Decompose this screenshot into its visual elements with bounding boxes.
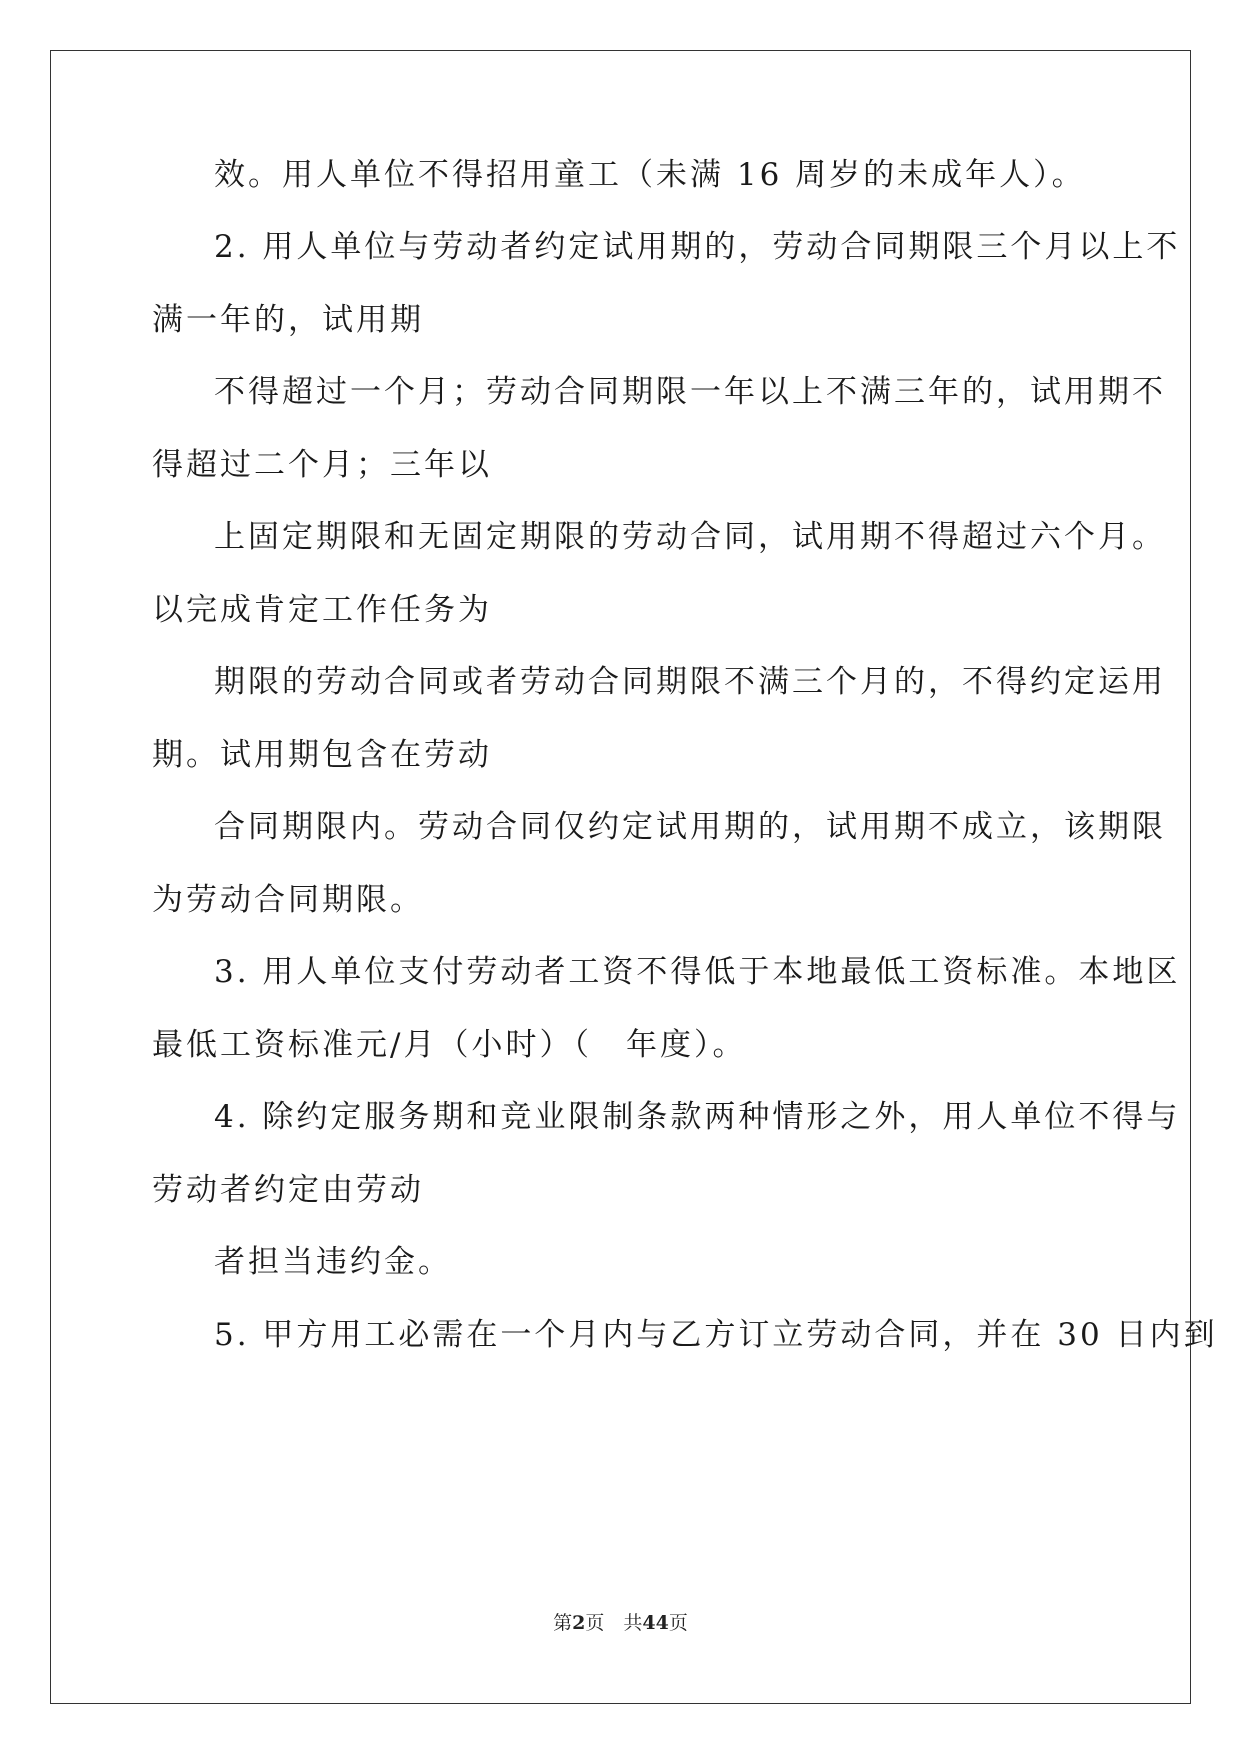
text-line: 以完成肯定工作任务为 [152, 592, 492, 628]
page-number: 2 [572, 1612, 586, 1634]
text-line: 得超过二个月；三年以 [152, 447, 492, 483]
text-line: 2. 用人单位与劳动者约定试用期的，劳动合同期限三个月以上不 [214, 229, 1181, 265]
text-line: 4. 除约定服务期和竞业限制条款两种情形之外，用人单位不得与 [214, 1099, 1181, 1135]
text-line: 为劳动合同期限。 [152, 882, 424, 918]
text-line: 期。试用期包含在劳动 [152, 737, 492, 773]
text-line: 不得超过一个月；劳动合同期限一年以上不满三年的，试用期不 [214, 374, 1166, 410]
text-line: 劳动者约定由劳动 [152, 1172, 424, 1208]
page-border [50, 50, 1191, 1704]
total-pages: 44 [642, 1612, 669, 1634]
text-line: 满一年的，试用期 [152, 302, 424, 338]
text-line: 3. 用人单位支付劳动者工资不得低于本地最低工资标准。本地区 [214, 954, 1181, 990]
page-label-suffix: 页 [585, 1612, 605, 1634]
text-line: 期限的劳动合同或者劳动合同期限不满三个月的，不得约定运用 [214, 664, 1166, 700]
text-line: 5. 甲方用工必需在一个月内与乙方订立劳动合同，并在 30 日内到 [214, 1317, 1218, 1353]
text-line: 者担当违约金。 [214, 1244, 452, 1280]
text-line: 上固定期限和无固定期限的劳动合同，试用期不得超过六个月。 [214, 519, 1166, 555]
total-label-suffix: 页 [668, 1612, 688, 1634]
text-line: 合同期限内。劳动合同仅约定试用期的，试用期不成立，该期限 [214, 809, 1166, 845]
total-label-prefix: 共 [623, 1612, 643, 1634]
text-line: 效。用人单位不得招用童工（未满 16 周岁的未成年人）。 [214, 157, 1086, 193]
page-footer [0, 1611, 1241, 1635]
text-line: 最低工资标准元/月（小时）（ 年度）。 [152, 1027, 747, 1063]
page-label-prefix: 第 [553, 1612, 573, 1634]
